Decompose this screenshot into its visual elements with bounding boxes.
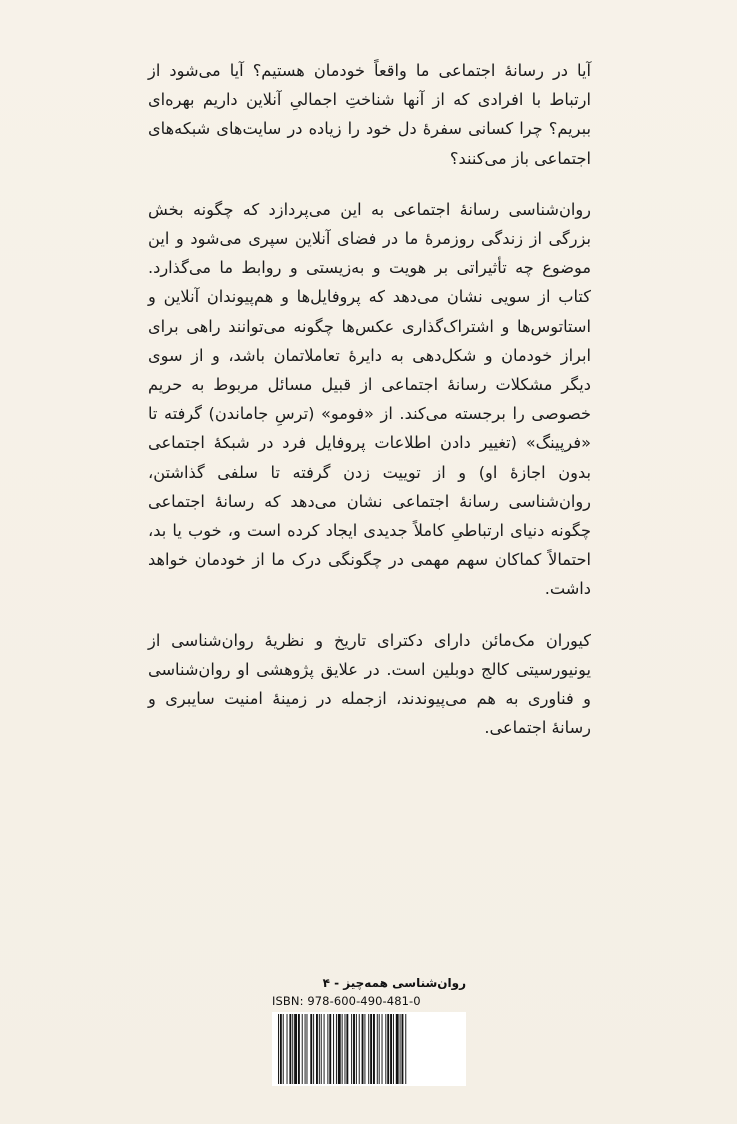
barcode-bar bbox=[396, 1014, 399, 1084]
barcode-bar bbox=[390, 1014, 392, 1084]
barcode-bar bbox=[382, 1014, 383, 1084]
barcode-bar bbox=[338, 1014, 341, 1084]
paragraph-author-bio: کیوران مک‌مائن دارای دکترای تاریخ و نظریهٔ روان‌شناسی از یونیورسیتی کالج دوبلین است. در علایق پژوهشی او روان‌شناسی و فناوری به هم می‌پیوندند، ازجمله در زمینهٔ امنیت سایبری و رسانهٔ اجتماعی. bbox=[148, 630, 591, 738]
barcode-bar bbox=[405, 1014, 406, 1084]
barcode-bar bbox=[346, 1014, 348, 1084]
isbn-text: ISBN: 978-600-490-481-0 bbox=[272, 994, 421, 1008]
barcode-bar bbox=[353, 1014, 355, 1084]
barcode-bar bbox=[280, 1014, 282, 1084]
barcode-bar bbox=[400, 1014, 401, 1084]
barcode-bar bbox=[364, 1014, 365, 1084]
barcode-bar bbox=[359, 1014, 360, 1084]
barcode-bar bbox=[310, 1014, 312, 1084]
barcode-bar bbox=[313, 1014, 314, 1084]
barcode-bar bbox=[329, 1014, 331, 1084]
barcode-bar bbox=[283, 1014, 284, 1084]
barcode-bar bbox=[345, 1014, 346, 1084]
barcode-graphic bbox=[276, 1014, 462, 1084]
barcode-bar bbox=[356, 1014, 357, 1084]
barcode-bar bbox=[351, 1014, 352, 1084]
barcode-bar bbox=[305, 1014, 306, 1084]
barcode-bar bbox=[370, 1014, 372, 1084]
barcode-bar bbox=[333, 1014, 334, 1084]
barcode-bar bbox=[402, 1014, 404, 1084]
barcode-bar bbox=[342, 1014, 343, 1084]
barcode-bar bbox=[319, 1014, 320, 1084]
barcode-bar bbox=[321, 1014, 322, 1084]
barcode-bar bbox=[327, 1014, 328, 1084]
barcode-bar bbox=[362, 1014, 364, 1084]
back-cover-text bbox=[148, 56, 591, 742]
barcode-bar bbox=[373, 1014, 375, 1084]
barcode-bar bbox=[289, 1014, 291, 1084]
barcode-bar bbox=[298, 1014, 300, 1084]
barcode-bar bbox=[377, 1014, 378, 1084]
barcode bbox=[272, 1012, 466, 1086]
paragraph-questions: آیا در رسانهٔ اجتماعی ما واقعاً خودمان هستیم؟ آیا می‌شود از ارتباط با افرادی که از آنها شناختِ اجمالیِ آنلاین داریم بهره‌ای ببریم؟ چرا کسانی سفرهٔ دل خود را زیاده در سایت‌های شبکه‌های اجتماعی باز می‌کنند؟ bbox=[148, 61, 591, 168]
paragraph-description: روان‌شناسی رسانهٔ اجتماعی به این می‌پردازد که چگونه بخش بزرگی از زندگی روزمرهٔ ما در فضای آنلاین سپری می‌شود و این موضوع چه تأثیراتی بر هویت و به‌زیستی و روابط ما می‌گذارد. کتاب از سویی نشان می‌دهد که پروفایل‌ها و هم‌پیوندان آنلاین و استاتوس‌ها و اشتراک‌گذاری عکس‌ها چگونه می‌توانند راهی برای ابراز خودمان و شکل‌دهی به دایرهٔ تعاملاتمان باشد، و از سوی دیگر مشکلات رسانهٔ اجتماعی از قبیل مسائل مربوط به حریم خصوصی را برجسته می‌کند. از «فومو» (ترسِ جاماندن) گرفته تا «فرپینگ» (تغییر دادن اطلاعات پروفایل فرد در شبکهٔ اجتماعی بدون اجازهٔ او) و از توییت زدن گرفته تا سلفی گذاشتن، روان‌شناسی رسانهٔ اجتماعی نشان می‌دهد که رسانهٔ اجتماعی چگونه دنیای ارتباطیِ کاملاً جدیدی ایجاد کرده است و، خوب یا بد، احتمالاً کماکان سهم مهمی در چگونگی درک ما از خودمان خواهد داشت. bbox=[148, 199, 591, 599]
barcode-bar bbox=[336, 1014, 337, 1084]
barcode-bar bbox=[292, 1014, 293, 1084]
barcode-bar bbox=[393, 1014, 394, 1084]
barcode-bar bbox=[385, 1014, 386, 1084]
barcode-bar bbox=[302, 1014, 303, 1084]
barcode-bar bbox=[324, 1014, 325, 1084]
barcode-bar bbox=[379, 1014, 380, 1084]
series-label: روان‌شناسی همه‌چیز - ۴ bbox=[322, 976, 466, 990]
barcode-bar bbox=[387, 1014, 389, 1084]
barcode-bar bbox=[316, 1014, 318, 1084]
barcode-bar bbox=[307, 1014, 308, 1084]
barcode-bar bbox=[294, 1014, 297, 1084]
barcode-bar bbox=[278, 1014, 279, 1084]
barcode-bar bbox=[287, 1014, 288, 1084]
barcode-bar bbox=[368, 1014, 369, 1084]
